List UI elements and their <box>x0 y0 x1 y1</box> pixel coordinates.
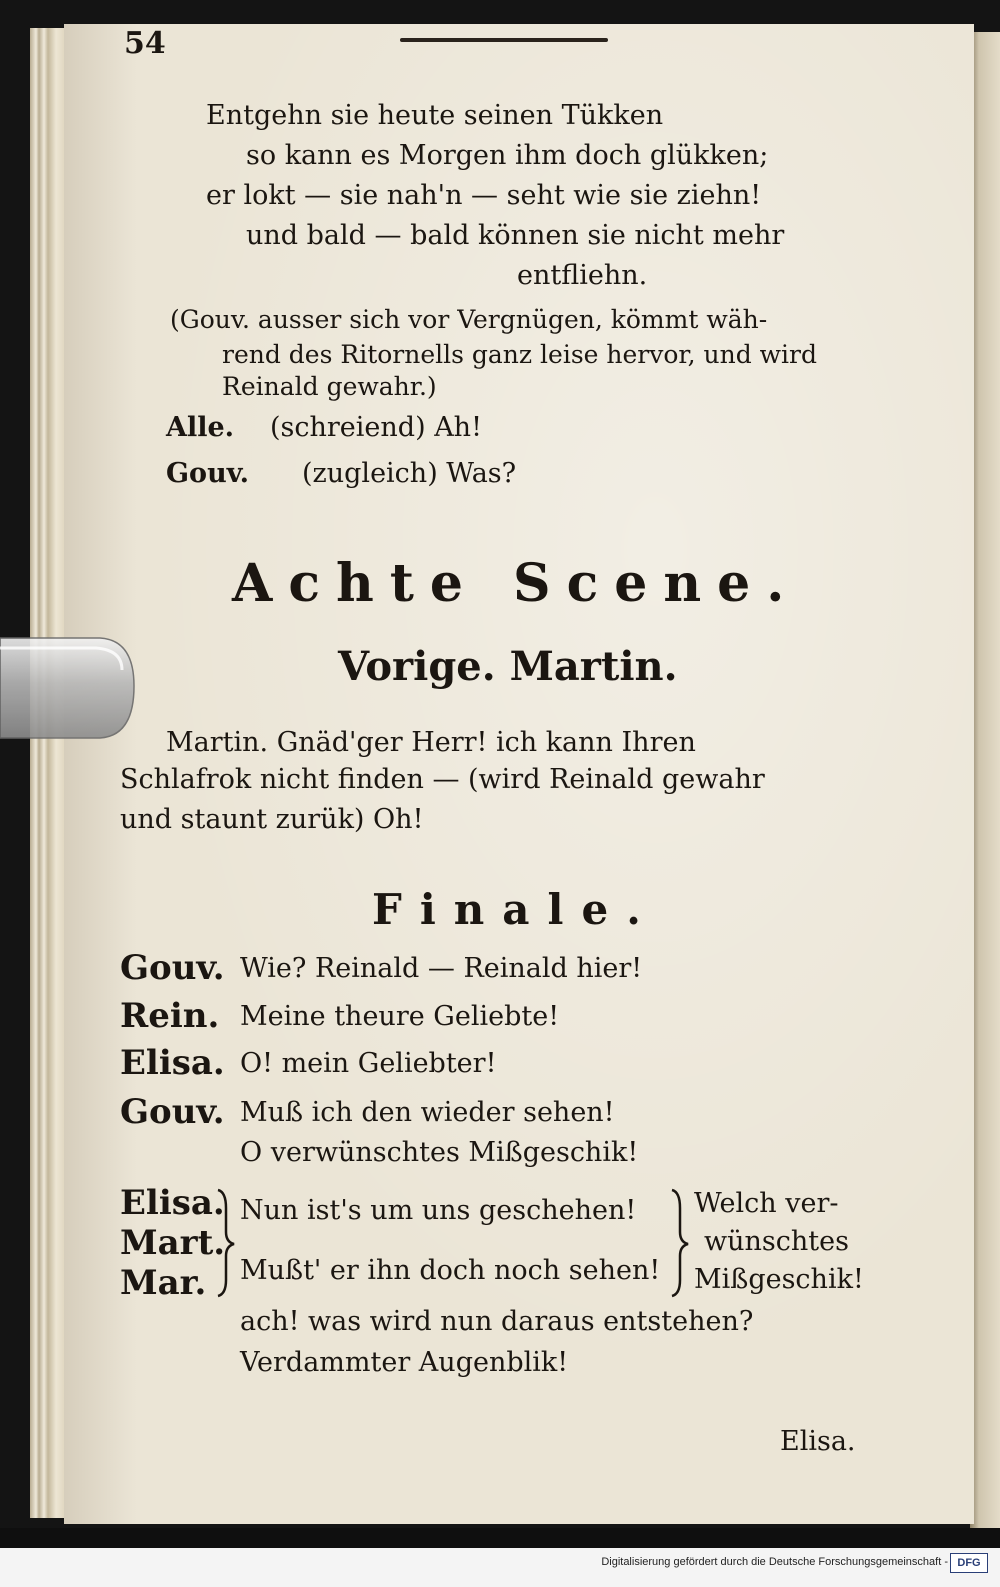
ensemble-line-2: Mußt' er ihn doch noch sehen! <box>240 1255 661 1286</box>
verse-line-1: Entgehn sie heute seinen Tükken <box>206 100 664 131</box>
ensemble-speaker-elisa: Elisa. <box>120 1183 225 1223</box>
finale-text-1: Wie? Reinald — Reinald hier! <box>240 953 643 984</box>
finale-text-2: Meine theure Geliebte! <box>240 1001 560 1032</box>
verse-line-4: und bald — bald können sie nicht mehr <box>246 220 785 251</box>
stage-direction-3: Reinald gewahr.) <box>222 372 437 401</box>
finale-speaker-1: Gouv. <box>120 948 225 988</box>
scene-title: Achte Scene. <box>232 553 801 614</box>
speaker-alle: Alle. <box>166 412 235 443</box>
ensemble-speaker-mart: Mart. <box>120 1223 226 1263</box>
page-number: 54 <box>124 26 166 61</box>
scan-bottom-border <box>0 1528 1000 1548</box>
stage-direction-2: rend des Ritornells ganz leise hervor, und wird <box>222 340 818 369</box>
verse-line-3: er lokt — sie nah'n — seht wie sie ziehn! <box>206 180 762 211</box>
catchword: Elisa. <box>780 1426 856 1457</box>
tail-line-1: ach! was wird nun daraus entstehen? <box>240 1306 754 1337</box>
ensemble-speaker-mar: Mar. <box>120 1263 207 1303</box>
ensemble-right-1: Welch ver- <box>694 1188 839 1219</box>
finale-speaker-4: Gouv. <box>120 1092 225 1132</box>
tail-line-2: Verdammter Augenblik! <box>240 1347 569 1378</box>
ensemble-right-3: Mißgeschik! <box>694 1264 864 1295</box>
finale-title: Finale. <box>372 885 659 934</box>
martin-line-2: Schlafrok nicht finden — (wird Reinald gewahr <box>120 764 765 795</box>
verse-line-5: entfliehn. <box>517 260 648 291</box>
finale-text-3: O! mein Geliebter! <box>240 1048 497 1079</box>
header-rule <box>400 38 608 42</box>
speaker-gouv: Gouv. <box>166 458 250 489</box>
scene-subtitle: Vorige. Martin. <box>338 643 678 690</box>
left-brace <box>214 1188 238 1298</box>
finale-speaker-3: Elisa. <box>120 1043 225 1083</box>
gouv-text: (zugleich) Was? <box>302 458 517 489</box>
verse-line-2: so kann es Morgen ihm doch glükken; <box>246 140 769 171</box>
facing-page-edge <box>970 32 1000 1532</box>
dfg-logo: DFG <box>950 1553 988 1573</box>
martin-line-3: und staunt zurük) Oh! <box>120 804 424 835</box>
footer-credit: Digitalisierung gefördert durch die Deutsche Forschungsgemeinschaft - <box>601 1556 948 1568</box>
right-brace <box>668 1188 692 1298</box>
martin-line-1: Martin. Gnäd'ger Herr! ich kann Ihren <box>166 727 696 758</box>
page-clip-tab <box>0 618 135 758</box>
finale-speaker-2: Rein. <box>120 996 220 1036</box>
finale-text-4: Muß ich den wieder sehen! <box>240 1097 615 1128</box>
stage-direction-1: (Gouv. ausser sich vor Vergnügen, kömmt wäh- <box>170 305 768 334</box>
gouv-continuation: O verwünschtes Mißgeschik! <box>240 1137 639 1168</box>
alle-text: (schreiend) Ah! <box>270 412 482 443</box>
ensemble-right-2: wünschtes <box>704 1226 849 1257</box>
ensemble-line-1: Nun ist's um uns geschehen! <box>240 1195 637 1226</box>
